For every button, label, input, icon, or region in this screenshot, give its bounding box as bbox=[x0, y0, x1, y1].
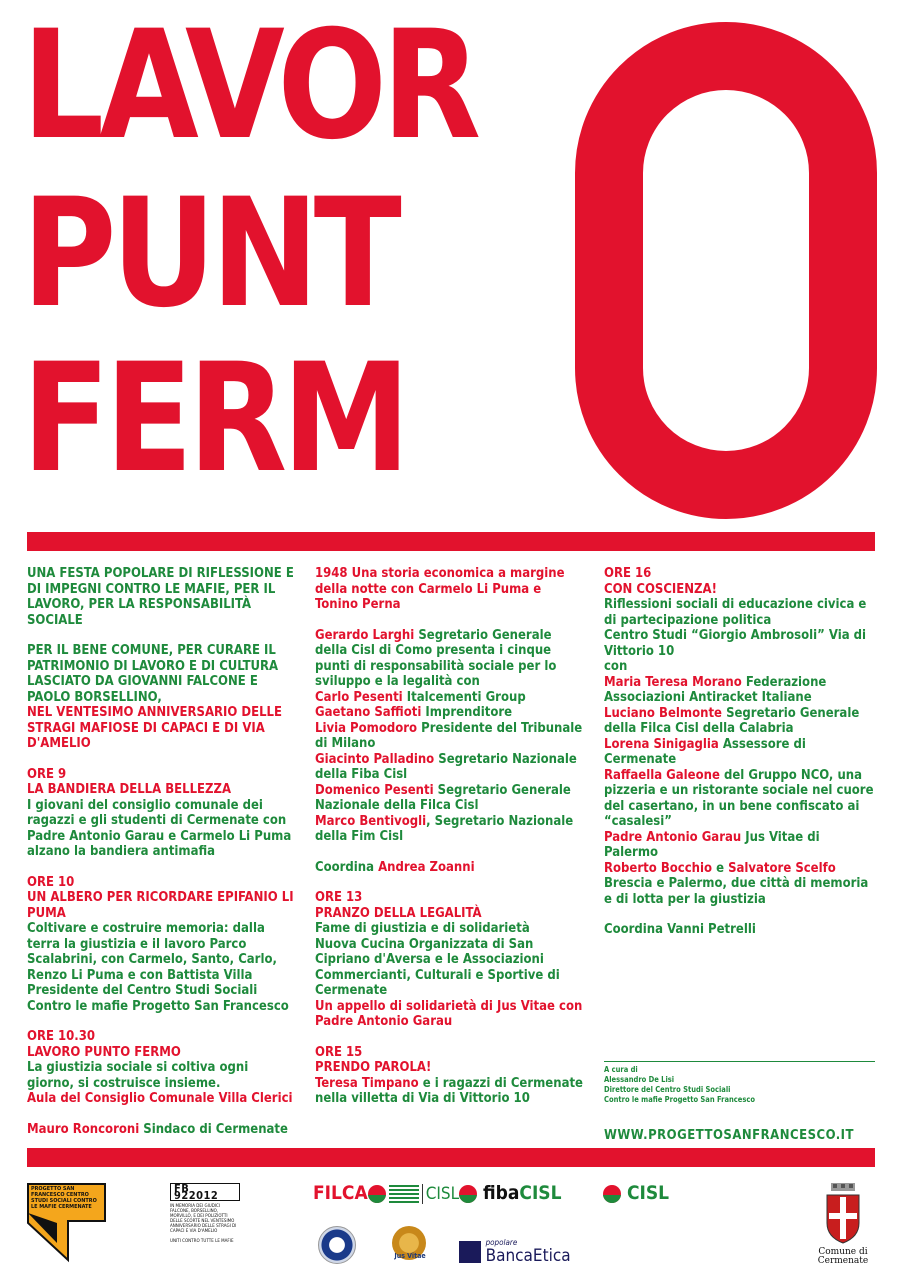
event-6-with: con bbox=[604, 659, 628, 674]
ps-logo-text: PROGETTO SAN FRANCESCO CENTRO STUDI SOCIALI CONTRO LE MAFIE CERMENATE bbox=[31, 1186, 97, 1210]
intro-2: PER IL BENE COMUNE, PER CURARE IL PATRIMONIO DI LAVORO E DI CULTURA LASCIATO DA GIOVANNI FALCONE E PAOLO BORSELLINO, bbox=[27, 643, 279, 705]
speaker-7-role: , Segretario Nazionale della Fim Cisl bbox=[315, 813, 574, 844]
jus-vitae-text: Jus Vitae bbox=[394, 1252, 426, 1260]
speaker-1-name: Gerardo Larghi bbox=[315, 627, 415, 643]
headline-line-1: LAVOR bbox=[22, 0, 477, 173]
event-3-time: ORE 10.30 bbox=[27, 1029, 96, 1044]
event-6-text: Riflessioni sociali di educazione civica e di partecipazione politica bbox=[604, 597, 867, 628]
guest-5-role: Jus Vitae di Palermo bbox=[604, 829, 820, 860]
fb-tag: FB 922012 bbox=[170, 1183, 240, 1201]
coat-of-arms-icon bbox=[823, 1183, 863, 1245]
event-1-time: ORE 9 bbox=[27, 766, 67, 782]
event-3-title: LAVORO PUNTO FERMO bbox=[27, 1044, 181, 1060]
guest-1-role: Federazione Associazioni Antiracket Italiane bbox=[604, 674, 827, 705]
guest-6-name-1: Roberto Bocchio bbox=[604, 860, 712, 876]
program-column-1 bbox=[27, 566, 297, 1137]
speaker-3-role: Imprenditore bbox=[425, 705, 513, 720]
guest-4-role: del Gruppo NCO, una pizzeria e un ristorante sociale nel cuore del casertano, in un bene confiscato ai “casalesi” bbox=[604, 767, 874, 829]
headline-big-o bbox=[575, 22, 877, 519]
fb-sub: UNITI CONTRO TUTTE LE MAFIE bbox=[170, 1239, 234, 1244]
cisl-circle-icon bbox=[603, 1185, 621, 1203]
fiba-word: fiba bbox=[482, 1182, 520, 1204]
event-5-text: e i ragazzi di Cermenate nella villetta di Via di Vittorio 10 bbox=[315, 1075, 583, 1106]
event-3-text: La giustizia sociale si coltiva ogni giorno, si costruisce insieme. bbox=[27, 1060, 249, 1091]
guest-6-name-2: Salvatore Scelfo bbox=[728, 860, 836, 876]
event-6-coordinator: Coordina Vanni Petrelli bbox=[604, 922, 756, 937]
coordinator-label: Coordina bbox=[315, 859, 375, 875]
intro-1: UNA FESTA POPOLARE DI RIFLESSIONE E DI IMPEGNI CONTRO LE MAFIE, PER IL LAVORO, PER LA RESPONSABILITÀ SOCIALE bbox=[27, 566, 294, 628]
intro-3: NEL VENTESIMO ANNIVERSARIO DELLE STRAGI MAFIOSE DI CAPACI E DI VIA D'AMELIO bbox=[27, 705, 282, 751]
cisl-logo bbox=[603, 1182, 669, 1204]
speaker-7-name: Marco Bentivogli bbox=[315, 813, 427, 829]
event-4-text-1: Fame di giustizia e di solidarietà bbox=[315, 921, 530, 936]
credit-line-2: Alessandro De Lisi bbox=[604, 1075, 675, 1084]
sinap-seal-icon bbox=[318, 1226, 356, 1264]
event-4-text-3: Un appello di solidarietà di Jus Vitae con Padre Antonio Garau bbox=[315, 998, 583, 1029]
guest-6-and: e bbox=[716, 860, 725, 876]
bottom-red-bar bbox=[27, 1148, 875, 1167]
speaker-4-role: Presidente del Tribunale di Milano bbox=[315, 720, 583, 751]
jus-vitae-logo bbox=[390, 1226, 430, 1266]
credit-line-3: Direttore del Centro Studi Sociali bbox=[604, 1085, 731, 1094]
event-5-title: PRENDO PAROLA! bbox=[315, 1060, 432, 1075]
comune-cermenate-logo bbox=[812, 1183, 874, 1266]
fiba-cisl-logo bbox=[459, 1182, 562, 1204]
event-2-text: Coltivare e costruire memoria: dalla terra la giustizia e il lavoro Parco Scalabrini, con Carmelo, Santo, Carlo, Renzo Li Puma e con Battista Villa Presidente del Centro Studi Sociali Contro le mafie Progetto San Francesco bbox=[27, 921, 289, 1014]
filca-federation-icon bbox=[389, 1185, 419, 1203]
guest-3-name: Lorena Sinigaglia bbox=[604, 736, 719, 752]
coordinator-name: Andrea Zoanni bbox=[378, 859, 475, 875]
event-2-title: UN ALBERO PER RICORDARE EPIFANIO LI PUMA bbox=[27, 890, 294, 921]
event-6-time: ORE 16 bbox=[604, 566, 652, 581]
filca-cisl-word: CISL bbox=[422, 1184, 459, 1204]
credit-line-1: A cura di bbox=[604, 1065, 638, 1074]
event-5-name: Teresa Timpano bbox=[315, 1075, 419, 1091]
event-1-text: I giovani del consiglio comunale dei ragazzi e gli studenti di Cermenate con Padre Antonio Garau e Carmelo Li Puma alzano la bandiera antimafia bbox=[27, 797, 292, 859]
progetto-san-francesco-logo bbox=[27, 1183, 107, 1263]
fb-922012-logo bbox=[170, 1183, 240, 1243]
guest-2-role: Segretario Generale della Filca Cisl della Calabria bbox=[604, 705, 860, 736]
filca-circle-icon bbox=[368, 1185, 386, 1203]
event-2-time: ORE 10 bbox=[27, 874, 75, 890]
event-6-place: Centro Studi “Giorgio Ambrosoli” Via di Vittorio 10 bbox=[604, 628, 867, 659]
speaker-2-name: Carlo Pesenti bbox=[315, 689, 403, 705]
guest-1-name: Maria Teresa Morano bbox=[604, 674, 742, 690]
top-red-bar bbox=[27, 532, 875, 551]
comune-name: Comune di Cermenate bbox=[817, 1247, 869, 1266]
fb-text: IN MEMORIA DEI GIUDICI FALCONE, BORSELLINO, MORVILLO, E DEI POLIZIOTTI DELLE SCORTE NEL VENTESIMO ANNIVERSARIO DELLE STRAGI DI CAPACI E VIA D'AMELIO bbox=[170, 1204, 237, 1234]
headline-line-3: FERM bbox=[22, 332, 406, 506]
banca-etica-word: BancaEtica bbox=[485, 1246, 571, 1266]
fiba-cisl-word: CISL bbox=[519, 1182, 562, 1204]
fiba-circle-icon bbox=[459, 1185, 477, 1203]
speaker-2-role: Italcementi Group bbox=[406, 689, 526, 705]
speaker-1-role: Segretario Generale della Cisl di Como presenta i cinque punti di responsabilità sociale per lo sviluppo e la legalità con bbox=[315, 627, 557, 689]
mayor-role: Sindaco di Cermenate bbox=[143, 1121, 288, 1137]
speaker-5-role: Segretario Nazionale della Fiba Cisl bbox=[315, 751, 577, 782]
banca-etica-logo bbox=[459, 1238, 571, 1266]
banca-etica-icon bbox=[459, 1241, 481, 1263]
credit-block bbox=[604, 1061, 875, 1105]
website-link[interactable]: WWW.PROGETTOSANFRANCESCO.IT bbox=[604, 1128, 855, 1143]
event-4-time: ORE 13 bbox=[315, 890, 363, 905]
banca-etica-small: popolare bbox=[485, 1238, 518, 1247]
event-5-time: ORE 15 bbox=[315, 1044, 363, 1060]
guest-2-name: Luciano Belmonte bbox=[604, 705, 722, 721]
headline-line-2: PUNT bbox=[22, 167, 397, 341]
event-6-title: CON COSCIENZA! bbox=[604, 581, 717, 597]
guest-5-name: Padre Antonio Garau bbox=[604, 829, 742, 845]
guest-3-role: Assessore di Cermenate bbox=[604, 736, 806, 767]
mayor-name: Mauro Roncoroni bbox=[27, 1121, 140, 1137]
event-4-title: PRANZO DELLA LEGALITÀ bbox=[315, 905, 482, 921]
filca-word: FILCA bbox=[313, 1182, 368, 1204]
cisl-word: CISL bbox=[626, 1182, 670, 1204]
program-column-3 bbox=[604, 566, 876, 938]
credit-line-4: Contro le mafie Progetto San Francesco bbox=[604, 1095, 756, 1104]
program-column-2 bbox=[315, 566, 585, 1122]
filca-cisl-logo bbox=[313, 1182, 459, 1204]
event-1-title: LA BANDIERA DELLA BELLEZZA bbox=[27, 782, 232, 797]
speaker-4-name: Livia Pomodoro bbox=[315, 720, 418, 736]
speaker-6-role: Segretario Generale Nazionale della Filca Cisl bbox=[315, 782, 571, 813]
speaker-6-name: Domenico Pesenti bbox=[315, 782, 434, 798]
event-3-place: Aula del Consiglio Comunale Villa Clerici bbox=[27, 1091, 293, 1106]
film-line: 1948 Una storia economica a margine della notte con Carmelo Li Puma e Tonino Perna bbox=[315, 566, 565, 612]
guest-4-name: Raffaella Galeone bbox=[604, 767, 720, 783]
speaker-3-name: Gaetano Saffioti bbox=[315, 705, 422, 720]
event-4-text-2: Nuova Cucina Organizzata di San Cipriano d'Aversa e le Associazioni Commercianti, Culturali e Sportive di Cermenate bbox=[315, 936, 560, 998]
guest-6-role: Brescia e Palermo, due città di memoria e di lotta per la giustizia bbox=[604, 876, 869, 907]
speaker-5-name: Giacinto Palladino bbox=[315, 751, 435, 767]
